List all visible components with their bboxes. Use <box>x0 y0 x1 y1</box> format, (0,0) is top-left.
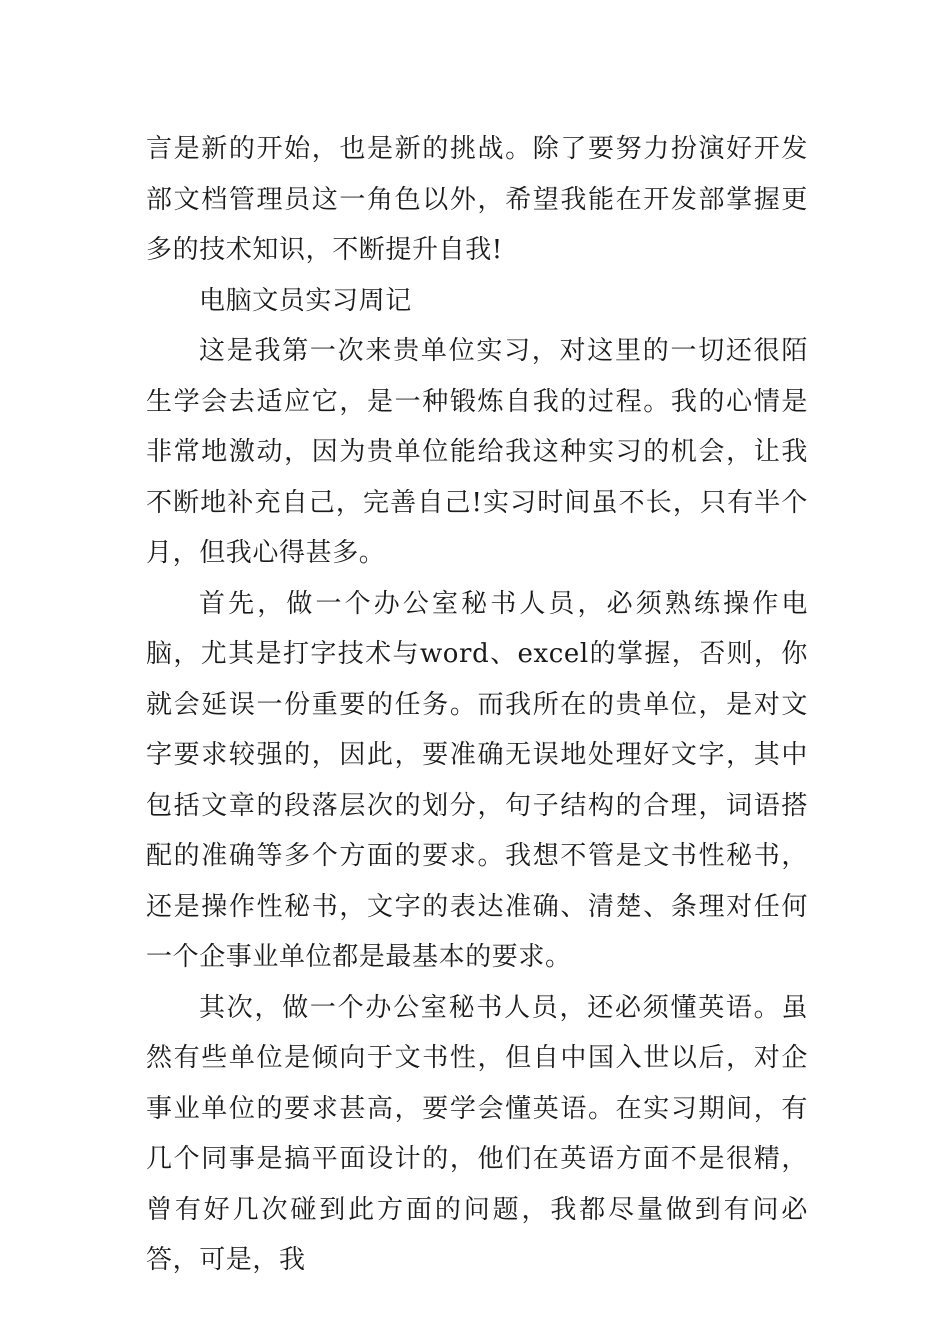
section-title: 电脑文员实习周记 <box>199 285 412 316</box>
paragraph-first-point: 首先，做一个办公室秘书人员，必须熟练操作电脑，尤其是打字技术与word、excel的掌握，否则，你就会延误一份重要的任务。而我所在的贵单位，是对文字要求较强的，因此，要准确无误地处理好文字，其中包括文章的段落层次的划分，句子结构的合理，词语搭配的准确等多个方面的要求。我想不管是文书性秘书，还是操作性秘书，文字的表达准确、清楚、条理对任何一个企事业单位都是最基本的要求。 <box>146 588 808 972</box>
paragraph-intro: 这是我第一次来贵单位实习，对这里的一切还很陌生学会去适应它，是一种锻炼自我的过程。我的心情是非常地激动，因为贵单位能给我这种实习的机会，让我不断地补充自己，完善自己!实习时间虽不长，只有半个月，但我心得甚多。 <box>146 336 808 568</box>
paragraph-continuation: 言是新的开始，也是新的挑战。除了要努力扮演好开发部文档管理员这一角色以外，希望我能在开发部掌握更多的技术知识，不断提升自我! <box>146 134 808 265</box>
document-body <box>146 124 808 1286</box>
paragraph-second-point: 其次，做一个办公室秘书人员，还必须懂英语。虽然有些单位是倾向于文书性，但自中国入世以后，对企事业单位的要求甚高，要学会懂英语。在实习期间，有几个同事是搞平面设计的，他们在英语方面不是很精，曾有好几次碰到此方面的问题，我都尽量做到有问必答，可是，我 <box>146 992 808 1275</box>
